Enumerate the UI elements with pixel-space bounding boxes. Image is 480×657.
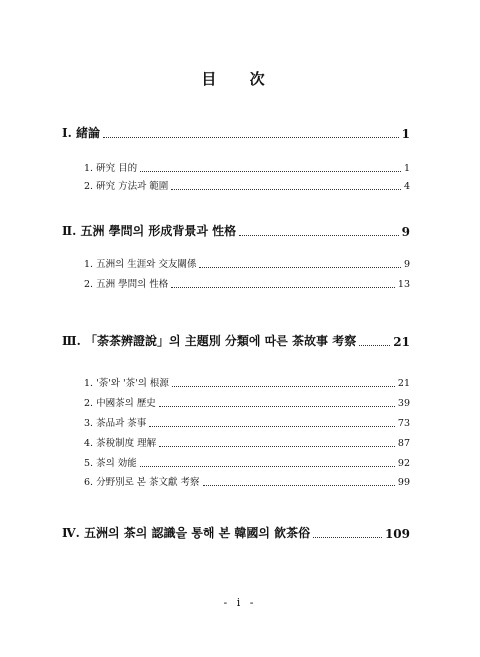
toc-leader [171,287,395,288]
toc-chapter-label: Ⅳ. 五洲의 茶의 認識을 통해 본 韓國의 飮茶俗 [62,526,311,540]
toc-leader [140,171,401,172]
toc-section-label: 3. 茶品과 茶事 [84,418,147,429]
toc-page-number: 73 [397,418,410,429]
toc-section-label: 1. 硏究 目的 [84,163,138,174]
toc-section-label: 2. 硏究 方法과 範圍 [84,181,169,192]
toc-chapter-label: Ⅱ. 五洲 學問의 形成背景과 性格 [62,224,237,238]
toc-section-3-4 [84,435,410,449]
page-title: 目 次 [201,70,279,88]
toc-section-2-2 [84,276,410,290]
toc-page-number: 21 [393,335,410,349]
toc-leader [159,446,395,447]
toc-leader [313,537,382,538]
toc-section-3-3 [84,415,410,429]
toc-section-3-1 [84,375,410,389]
toc-section-label: 2. 中國茶의 歷史 [84,398,156,409]
toc-page-number: 109 [384,527,410,541]
toc-section-label: 2. 五洲 學問의 性格 [84,279,169,290]
toc-page-number: 99 [397,477,410,488]
toc-section-label: 6. 分野別로 본 茶文獻 考察 [84,477,200,488]
toc-section-label: 1. '荼'와 '茶'의 根源 [84,378,169,389]
toc-chapter-4 [62,524,410,541]
toc-chapter-3 [62,332,410,349]
toc-page-number: 4 [403,181,410,192]
toc-leader [140,466,395,467]
toc-leader [239,235,398,236]
toc-page-number: 13 [397,279,410,290]
toc-section-3-2 [84,395,410,409]
toc-section-3-6 [84,474,410,488]
toc-chapter-label: Ⅲ. 「荼茶辨證說」의 主題別 分類에 따른 茶故事 考察 [62,334,357,348]
toc-page-number: 1 [401,127,410,141]
toc-leader [203,485,395,486]
toc-page-number: 92 [397,458,410,469]
toc-chapter-2 [62,222,410,239]
toc-leader [149,426,395,427]
toc-chapter-1 [62,124,410,141]
page-footer-number: - i - [223,596,257,609]
toc-section-label: 5. 茶의 効能 [84,458,137,469]
toc-leader [171,189,401,190]
toc-section-1-1 [84,160,410,174]
toc-leader [359,345,390,346]
toc-page-number: 21 [397,378,410,389]
toc-page-number: 1 [403,163,410,174]
toc-section-label: 1. 五洲의 生涯와 交友關係 [84,259,197,270]
toc-leader [199,267,400,268]
toc-page-number: 87 [397,438,410,449]
toc-leader [103,137,399,138]
toc-page-number: 9 [403,259,410,270]
toc-leader [159,406,395,407]
toc-chapter-label: Ⅰ. 緒論 [62,126,100,140]
toc-page-number: 39 [397,398,410,409]
toc-section-label: 4. 茶稅制度 理解 [84,438,157,449]
toc-page-number: 9 [401,225,410,239]
toc-section-3-5 [84,455,410,469]
toc-leader [172,386,395,387]
toc-section-2-1 [84,256,410,270]
toc-section-1-2 [84,178,410,192]
